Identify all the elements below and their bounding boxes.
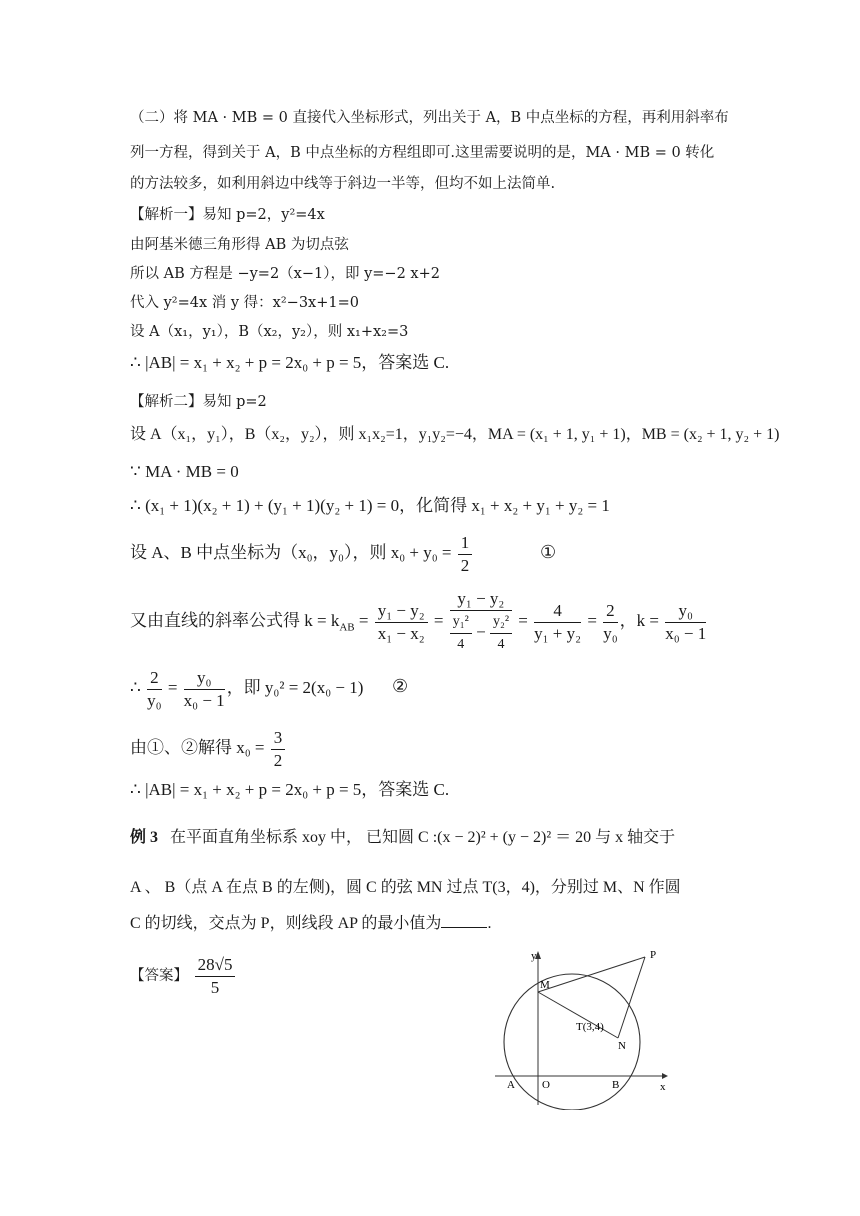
label-b: B xyxy=(612,1079,620,1091)
solution-2-heading: 【解析二】易知 p=2 xyxy=(130,394,267,410)
label-t: T(3,4) xyxy=(576,1021,604,1033)
fraction: $\frac{2}{\text{y₀}}$ xyxy=(147,667,162,710)
solution-1-line: 由阿基米德三角形得 AB 为切点弦 xyxy=(130,237,349,253)
example-3-line: C 的切线，交点为 P，则线段 AP 的最小值为 . xyxy=(130,915,492,932)
solve-equation: 由①、②解得 x₀ = $\frac{3}{2}$ xyxy=(130,724,287,772)
answer xyxy=(130,952,237,1000)
fraction: $\frac{\text{y₀}}{\text{x₀ − 1}}$ xyxy=(665,600,707,643)
solution-2-result: ∴ |AB| = x₁ + x₂ + p = 2x₀ + p = 5，答案选 C. xyxy=(130,780,450,799)
solution-1-line: 所以 AB 方程是 −y=2（x−1），即 y=−2 x+2 xyxy=(130,266,440,282)
solution-2-line: 设 A（x₁，y₁），B（x₂，y₂），则 x₁x₂=1，y₁y₂=−4，MA = (x₁ + 1, y₁ + 1)，MB = (x₂ + 1, y₂ + 1) xyxy=(130,426,780,443)
equation-marker-1: ① xyxy=(540,542,557,563)
solution-1-heading: 【解析一】易知 p=2，y²=4x xyxy=(130,207,325,223)
label-y: y xyxy=(531,950,537,962)
midpoint-equation xyxy=(130,530,474,577)
solution-1-result: ∴ |AB| = x₁ + x₂ + p = 2x₀ + p = 5，答案选 C. xyxy=(130,353,450,372)
fraction: $\frac{2}{\text{y₀}}$ xyxy=(603,600,618,643)
midpoint-text: 设 A、B 中点坐标为（x₀，y₀），则 x₀ + y₀ = xyxy=(130,543,452,562)
intro-line-2: 列一方程，得到关于 A，B 中点坐标的方程组即可.这里需要说明的是，MA · MB = 0 转化 xyxy=(130,145,715,161)
tangent-np xyxy=(618,957,645,1038)
equation-marker-2: ② xyxy=(392,676,409,697)
slope-equation: 又由直线的斜率公式得 $k = k_{AB}$ = $\frac{\text{y₁ − y₂}}{\text{x₁ − x₂}}$ = y₁ − y₂ $\frac{\text{y₁²}}{4}$ − $\frac{\text{y₂²}}{4}$ = $\frac{4}{\text{y₁ + y₂}}$ = $\frac{2}{\text{y₀}}$ ，k = $\frac{\text{y₀}}{\text{x₀ − 1}}$ xyxy=(130,588,708,657)
fraction: $\frac{\text{y₁ − y₂}}{\text{x₁ − x₂}}$ xyxy=(375,600,428,645)
answer-label: 【答案】 xyxy=(130,968,188,984)
label-a: A xyxy=(507,1079,515,1091)
fraction: $\frac{3}{2}$ xyxy=(271,727,286,772)
tangent-mp xyxy=(538,957,645,992)
intro-line-3: 的方法较多，如利用斜边中线等于斜边一半等，但均不如上法简单. xyxy=(130,176,556,192)
geometry-figure xyxy=(490,945,680,1110)
fraction: $\frac{4}{\text{y₁ + y₂}}$ xyxy=(534,600,582,643)
solution-1-line: 代入 y²=4x 消 y 得：x²−3x+1=0 xyxy=(130,295,359,311)
solution-1-line: 设 A（x₁，y₁），B（x₂，y₂），则 x₁+x₂=3 xyxy=(130,324,409,340)
label-m: M xyxy=(540,979,550,991)
example-3-line: A 、 B（点 A 在点 B 的左侧)，圆 C 的弦 MN 过点 T(3，4)，分别过 M、N 作圆 xyxy=(130,879,681,896)
example-label: 例 3 xyxy=(130,829,159,846)
fraction: y₁ − y₂ $\frac{\text{y₁²}}{4}$ − $\frac{\text{y₂²}}{4}$ xyxy=(450,588,512,656)
solution-2-line: ∵ MA · MB = 0 xyxy=(130,462,239,481)
fraction: $\frac{\text{y₀}}{\text{x₀ − 1}}$ xyxy=(183,667,225,710)
x-axis-arrow xyxy=(662,1073,668,1079)
answer-blank xyxy=(441,927,487,928)
label-x: x xyxy=(660,1081,666,1093)
label-p: P xyxy=(650,949,657,961)
intro-line-1: （二）将 MA · MB = 0 直接代入坐标形式，列出关于 A，B 中点坐标的方程，再利用斜率布 xyxy=(130,110,729,126)
solution-2-line: ∴ (x₁ + 1)(x₂ + 1) + (y₁ + 1)(y₂ + 1) = 0，化简得 x₁ + x₂ + y₁ + y₂ = 1 xyxy=(130,496,610,515)
relation-equation: ∴ $\frac{2}{\text{y₀}}$ = $\frac{\text{y₀}}{\text{x₀ − 1}}$ ，即 y₀² = 2(x₀ − 1) xyxy=(130,667,364,710)
fraction: $\frac{1}{2}$ xyxy=(458,532,473,577)
label-n: N xyxy=(618,1040,626,1052)
answer-fraction: $\frac{28√5}{5}$ xyxy=(195,954,236,999)
label-o: O xyxy=(542,1079,550,1091)
example-3-line: 例 3 在平面直角坐标系 xoy 中， 已知圆 C :(x − 2)² + (y − 2)² ＝ 20 与 x 轴交于 xyxy=(130,829,676,846)
